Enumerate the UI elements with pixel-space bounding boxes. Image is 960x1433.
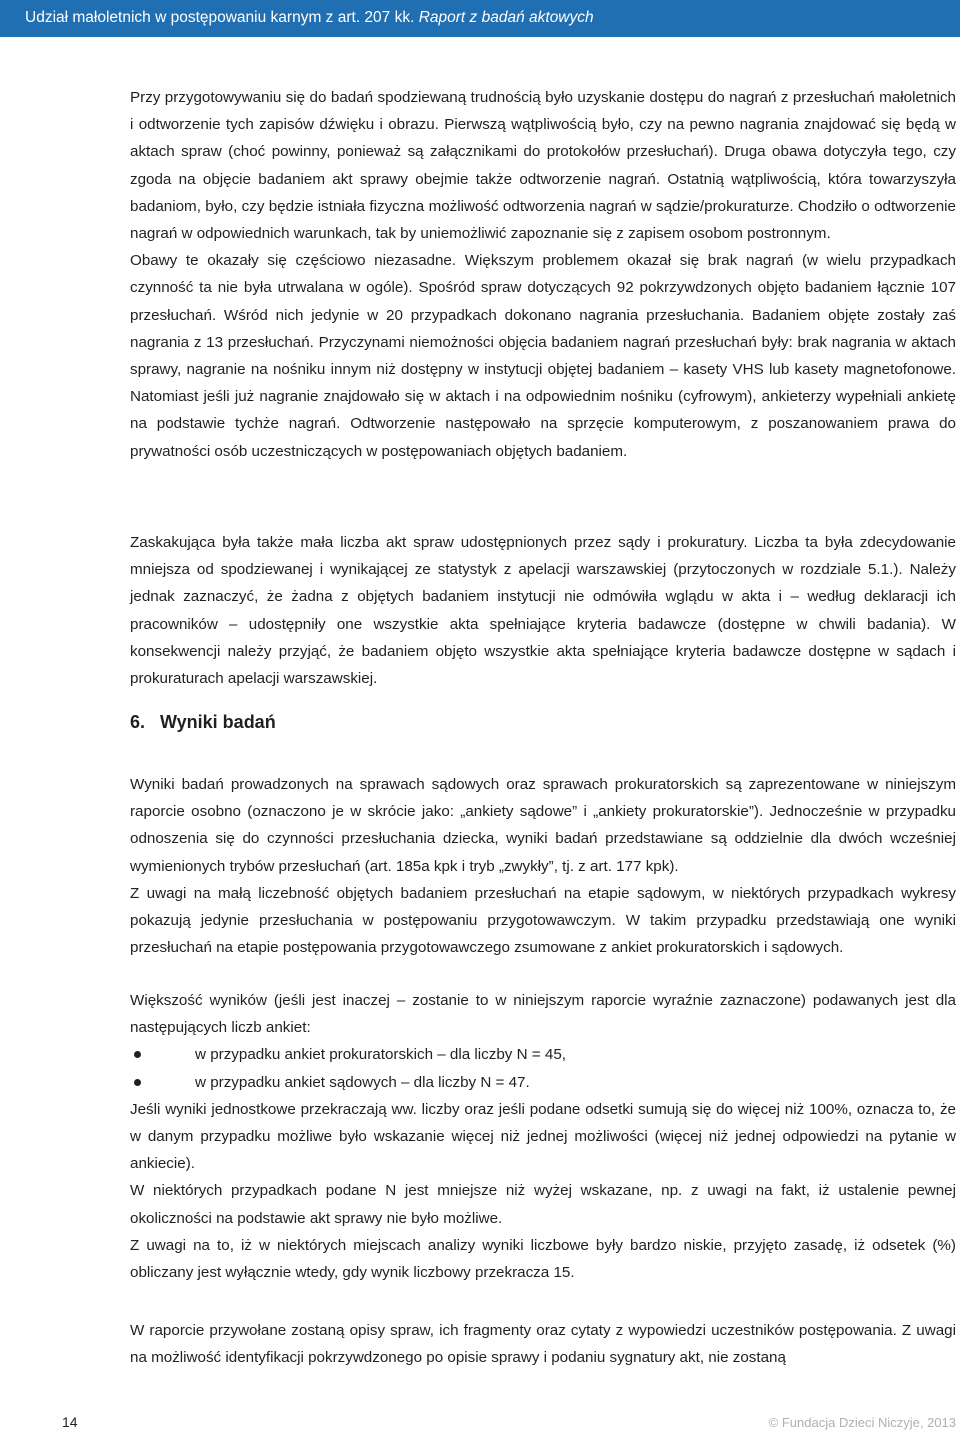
section-heading <box>130 712 276 733</box>
list-item <box>130 1069 956 1096</box>
paragraph: Z uwagi na to, iż w niektórych miejscach analizy wyniki liczbowe były bardzo niskie, przyjęto zasadę, iż odsetek (%) obliczany jest wyłącznie wtedy, gdy wynik liczbowy przekracza 15. <box>130 1236 956 1282</box>
section-number: 6. <box>130 712 146 732</box>
header-title-line <box>25 9 594 27</box>
results-intro <box>130 771 956 961</box>
footer-copyright: © Fundacja Dzieci Niczyje, 2013 <box>768 1415 956 1430</box>
case-descriptions-section <box>130 1317 956 1371</box>
paragraph: Obawy te okazały się częściowo niezasadne. Większym problemem okazał się brak nagrań (w wielu przypadkach czynność ta nie była utrwalana w ogóle). Spośród spraw dotyczących 92 pokrzywdzonych objęto badaniem łącznie 107 przesłuchań. Wśród nich jedynie w 20 przypadkach dokonano nagrania przesłuchania. Badaniem objęte zostały zaś nagrania z 13 przesłuchań. Przyczynami niemożności objęcia badaniem nagrań przesłuchań były: brak nagrania w aktach sprawy, nagranie na nośniku innym niż dostępny w instytucji objętej badaniem – kasety VHS lub kasety magnetofonowe. Natomiast jeśli już nagranie znajdowało się w aktach i na odpowiednim nośniku (cyfrowym), ankieterzy wypełniali ankietę na podstawie tychże nagrań. Odtworzenie następowało na sprzęcie komputerowym, z poszanowaniem prawa do prywatności osób uczestniczących w postępowaniach objętych badaniem. <box>130 252 956 460</box>
paragraph: Z uwagi na małą liczebność objętych badaniem przesłuchań na etapie sądowym, w niektórych przypadkach wykresy pokazują jedynie przesłuchania w postępowaniu przygotowawczym. W takim przypadku przedstawiają one wyniki przesłuchań na etapie postępowania przygotowawczego zsumowane z ankiet prokuratorskich i sądowych. <box>130 884 956 957</box>
paragraph: Zaskakująca była także mała liczba akt spraw udostępnionych przez sądy i prokuratury. Liczba ta była zdecydowanie mniejsza od spodziewanej i wynikającej ze statystyk z apelacji warszawskiej (przytoczonych w rozdziale 5.1.). Należy jednak zaznaczyć, że żadna z objętych badaniem instytucji nie odmówiła wglądu w akta i – według deklaracji ich pracowników – udostępniły one wszystkie akta spełniające kryteria badawcze (dostępne w chwili badania). W konsekwencji należy przyjąć, że badaniem objęto wszystkie akta spełniające kryteria badawcze dostępne w sądach i prokuraturach apelacji warszawskiej. <box>130 534 956 688</box>
paragraph: Większość wyników (jeśli jest inaczej – zostanie to w niniejszym raporcie wyraźnie zaznaczone) podawanych jest dla następujących liczb ankiet: <box>130 992 956 1037</box>
report-title: Udział małoletnich w postępowaniu karnym z art. 207 kk. <box>25 9 415 26</box>
report-subtitle: Raport z badań aktowych <box>418 9 594 26</box>
intro-section <box>130 84 956 465</box>
bullet-icon <box>134 1051 141 1058</box>
bullet-icon <box>134 1079 141 1086</box>
list-item-text: w przypadku ankiet sądowych – dla liczby N = 47. <box>195 1073 530 1091</box>
list-item <box>130 1041 956 1068</box>
page-header <box>0 0 960 37</box>
availability-section <box>130 529 956 692</box>
paragraph: W raporcie przywołane zostaną opisy spraw, ich fragmenty oraz cytaty z wypowiedzi uczestników postępowania. Z uwagi na możliwość identyfikacji pokrzywdzonego po opisie sprawy i podaniu sygnatury akt, nie zostaną <box>130 1322 956 1367</box>
paragraph: W niektórych przypadkach podane N jest mniejsze niż wyżej wskazane, np. z uwagi na fakt, iż ustalenie pewnej okoliczności na podstawie akt sprawy nie było możliwe. <box>130 1182 956 1227</box>
paragraph: Wyniki badań prowadzonych na sprawach sądowych oraz sprawach prokuratorskich są zaprezentowane w niniejszym raporcie osobno (oznaczono je w skrócie jako: „ankiety sądowe” i „ankiety prokuratorskie”). Jednocześnie w przypadku odnoszenia się do czynności przesłuchania dziecka, wyniki badań przedstawiane są oddzielnie dla dwóch wcześniej wymienionych trybów przesłuchań (art. 185a kpk i tryb „zwykły”, tj. z art. 177 kpk). <box>130 776 956 875</box>
section-title: Wyniki badań <box>160 712 276 732</box>
sample-size-list <box>130 1041 956 1095</box>
page-number: 14 <box>62 1414 78 1430</box>
list-item-text: w przypadku ankiet prokuratorskich – dla liczby N = 45, <box>195 1046 567 1064</box>
sample-size-section <box>130 987 956 1286</box>
paragraph: Jeśli wyniki jednostkowe przekraczają ww. liczby oraz jeśli podane odsetki sumują się do więcej niż 100%, oznacza to, że w danym przypadku możliwe było wskazanie więcej niż jednej możliwości (więcej niż jednej odpowiedzi na pytanie w ankiecie). <box>130 1100 956 1173</box>
paragraph: Przy przygotowywaniu się do badań spodziewaną trudnością było uzyskanie dostępu do nagrań z przesłuchań małoletnich i odtworzenie tych zapisów dźwięku i obrazu. Pierwszą wątpliwością było, czy na pewno nagrania znajdować się będą w aktach spraw (choć powinny, ponieważ są załącznikami do protokołów przesłuchań). Druga obawa dotyczyła tego, czy zgoda na objęcie badaniem akt sprawy obejmie także odtworzenie nagrań. Ostatnią wątpliwością, która towarzyszyła badaniom, było, czy będzie istniała fizyczna możliwość odtworzenia nagrań w sądzie/prokuraturze. Chodziło o odtworzenie nagrań w odpowiednich warunkach, tak by uniemożliwić zapoznanie się z zapisem osobom postronnym. <box>130 89 956 243</box>
